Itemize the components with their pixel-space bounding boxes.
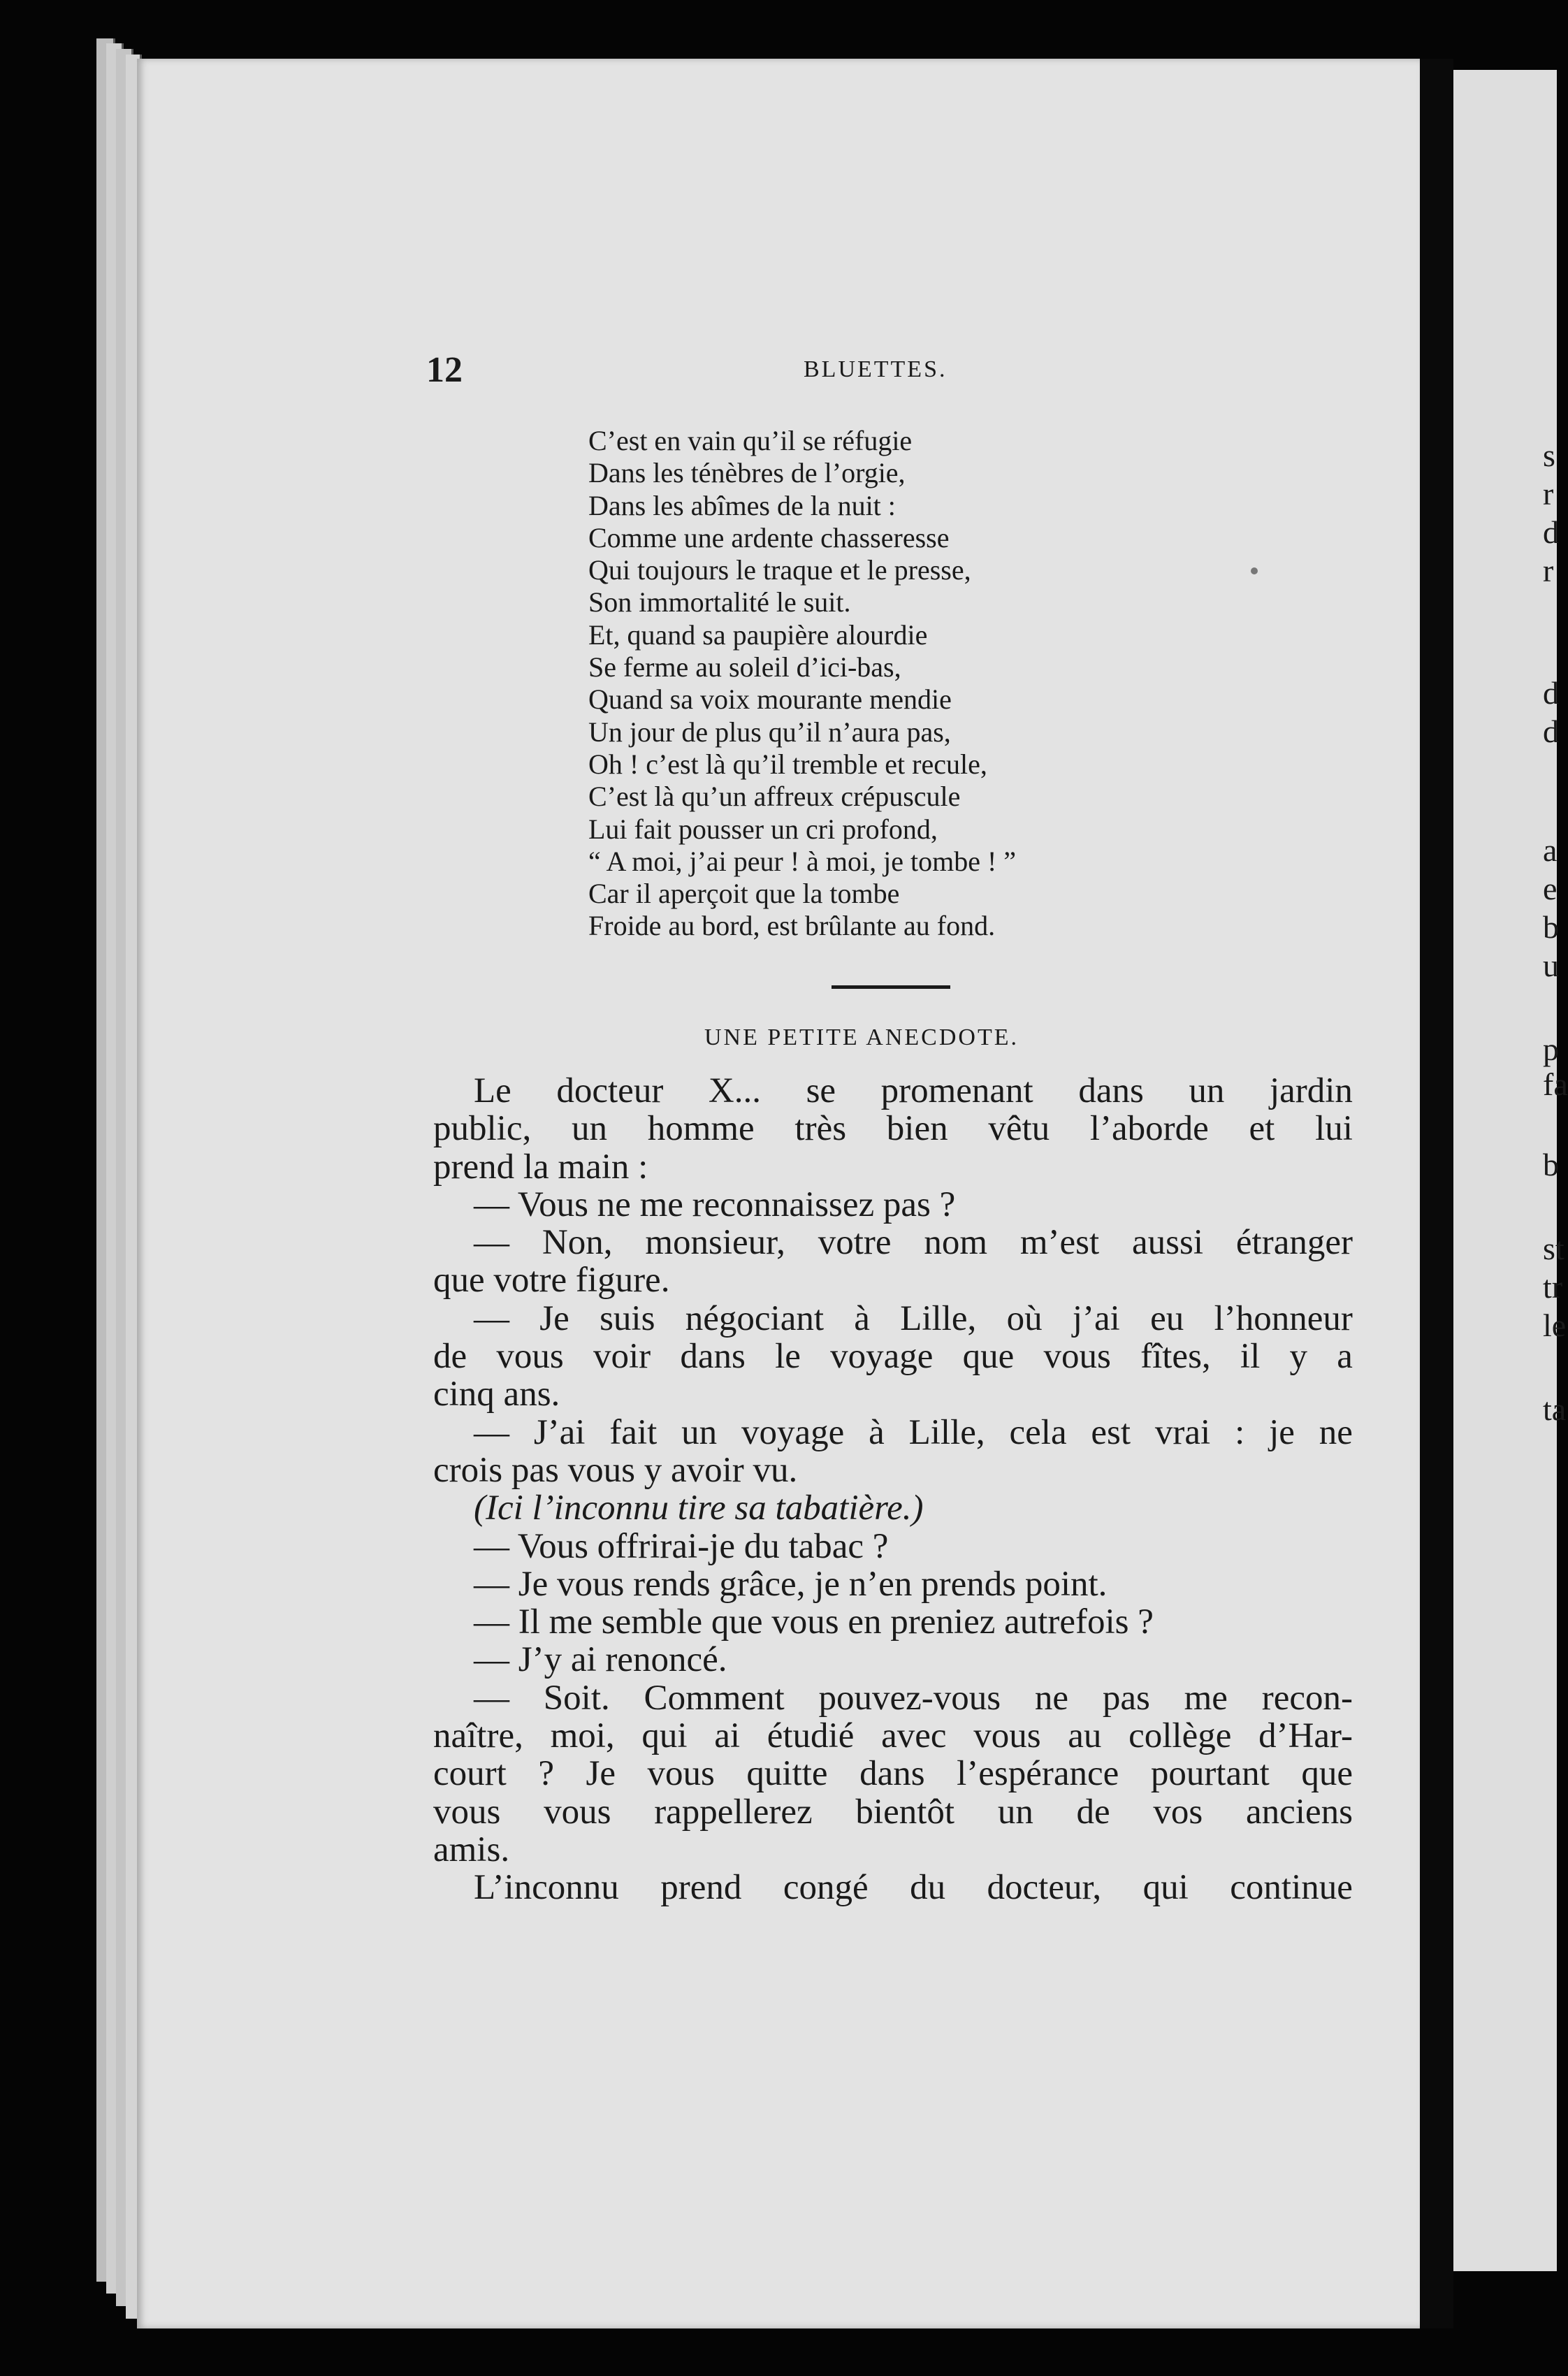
facing-page-fragment: s (1543, 437, 1555, 473)
word: bientôt (855, 1792, 955, 1832)
facing-page-fragment: e (1543, 871, 1558, 906)
poem-line: Se ferme au soleil d’ici-bas, (588, 651, 901, 683)
word: y (1289, 1337, 1307, 1377)
prose-body (433, 1072, 1353, 1907)
poem-line: Dans les ténèbres de l’orgie, (588, 457, 906, 489)
poem-line: Comme une ardente chasseresse (588, 521, 950, 553)
prose-line: (Ici l’inconnu tire sa tabatière.) (474, 1488, 924, 1528)
word: et (1249, 1109, 1275, 1149)
word: l’honneur (1214, 1298, 1353, 1338)
facing-page-fragment: fa (1543, 1066, 1568, 1102)
poem-line: C’est en vain qu’il se réfugie (588, 425, 913, 456)
facing-page (1453, 70, 1557, 2271)
word: voyage (741, 1412, 845, 1452)
prose-line (433, 1793, 1353, 1831)
word: qui (1142, 1868, 1189, 1908)
word: fîtes, (1140, 1337, 1211, 1377)
prose-line (433, 1110, 1353, 1147)
prose-line (433, 1414, 1353, 1451)
poem-line: Son immortalité le suit. (588, 586, 851, 618)
word: qui (641, 1716, 688, 1756)
word: Non, (542, 1223, 613, 1263)
word: Lille, (900, 1298, 977, 1338)
word: moi, (550, 1716, 615, 1756)
word: Comment (644, 1678, 785, 1718)
word: pas (1102, 1678, 1150, 1718)
poem-line: Car il aperçoit que la tombe (588, 878, 900, 910)
word: anciens (1246, 1792, 1353, 1832)
poem (588, 425, 1287, 943)
word: quitte (746, 1754, 828, 1794)
prose-line: crois pas vous y avoir vu. (433, 1450, 798, 1490)
word: il (1240, 1337, 1261, 1377)
section-title: UNE PETITE ANECDOTE. (704, 1024, 1019, 1050)
word: cela (1009, 1412, 1067, 1452)
word: un (681, 1412, 718, 1452)
word: lui (1315, 1109, 1353, 1149)
word: Je (586, 1754, 616, 1794)
word: monsieur, (645, 1223, 785, 1263)
word: suis (600, 1298, 655, 1338)
word: X... (708, 1071, 761, 1110)
word: étranger (1235, 1223, 1353, 1263)
word: dans (859, 1754, 925, 1794)
word: recon- (1261, 1678, 1353, 1718)
word: j’ai (1072, 1298, 1120, 1338)
word: vos (1153, 1792, 1203, 1832)
word: vous (973, 1716, 1041, 1756)
word: vous (433, 1792, 501, 1832)
prose-line (433, 1300, 1353, 1338)
word: vous (544, 1792, 611, 1832)
word: — (474, 1678, 509, 1718)
word: voyage (830, 1337, 934, 1377)
word: est (1091, 1412, 1131, 1452)
prose-line (433, 1717, 1353, 1755)
word: où (1006, 1298, 1043, 1338)
word: congé (783, 1868, 869, 1908)
facing-page-fragment: r (1543, 553, 1554, 588)
book-gutter (1420, 59, 1453, 2328)
word: prend (660, 1868, 742, 1908)
prose-line (433, 1072, 1353, 1110)
word: pourtant (1150, 1754, 1270, 1794)
word: au (1068, 1716, 1102, 1756)
word: dans (1078, 1071, 1144, 1110)
prose-line (433, 1338, 1353, 1375)
facing-page-fragment: st (1543, 1231, 1565, 1266)
word: ? (538, 1754, 554, 1794)
word: me (1184, 1678, 1228, 1718)
poem-line: C’est là qu’un affreux crépuscule (588, 781, 961, 813)
prose-line (433, 1755, 1353, 1792)
word: l’espérance (957, 1754, 1119, 1794)
facing-page-fragment: tr (1543, 1269, 1563, 1305)
facing-page-fragment: b (1543, 1147, 1559, 1182)
prose-line: — Vous ne me reconnaissez pas ? (474, 1185, 956, 1224)
word: dans (680, 1337, 746, 1377)
word: J’ai (533, 1412, 586, 1452)
facing-page-fragment: le (1543, 1307, 1567, 1343)
word: Je (539, 1298, 569, 1338)
poem-line: Et, quand sa paupière alourdie (588, 618, 928, 651)
word: vous (647, 1754, 715, 1794)
word: le (775, 1337, 801, 1377)
word: l’aborde (1089, 1109, 1209, 1149)
word: vrai (1154, 1412, 1211, 1452)
word: aussi (1132, 1223, 1204, 1263)
word: Le (474, 1071, 511, 1110)
facing-page-fragment: b (1543, 909, 1559, 945)
word: du (910, 1868, 946, 1908)
word: rappellerez (654, 1792, 813, 1832)
word: docteur (556, 1071, 664, 1110)
poem-line: “ A moi, j’ai peur ! à moi, je tombe ! ” (588, 845, 1017, 877)
poem-line: Froide au bord, est brûlante au fond. (588, 910, 996, 942)
facing-page-fragment: u (1543, 948, 1559, 983)
word: bien (886, 1109, 948, 1149)
word: que (962, 1337, 1015, 1377)
word: vous (496, 1337, 564, 1377)
prose-line: — J’y ai renoncé. (474, 1640, 727, 1680)
word: eu (1150, 1298, 1184, 1338)
section-divider (832, 985, 950, 989)
facing-page-fragment: a (1543, 832, 1558, 868)
word: de (433, 1337, 467, 1377)
poem-line: Qui toujours le traque et le presse, (588, 554, 971, 586)
word: jardin (1269, 1071, 1353, 1110)
word: se (806, 1071, 836, 1110)
prose-line: prend la main : (433, 1147, 648, 1187)
word: à (854, 1298, 870, 1338)
poem-line: Quand sa voix mourante mendie (588, 683, 952, 716)
word: continue (1230, 1868, 1353, 1908)
word: public, (433, 1109, 532, 1149)
facing-page-fragment: p (1543, 1031, 1559, 1067)
word: — (474, 1298, 509, 1338)
word: ne (1319, 1412, 1353, 1452)
facing-page-fragment: ta (1543, 1391, 1567, 1427)
prose-line (433, 1869, 1353, 1906)
word: docteur, (987, 1868, 1102, 1908)
word: un (571, 1109, 607, 1149)
word: m’est (1019, 1223, 1100, 1263)
prose-line: — Je vous rends grâce, je n’en prends point. (474, 1564, 1108, 1604)
prose-line: — Vous offrirai-je du tabac ? (474, 1526, 889, 1566)
prose-line (433, 1224, 1353, 1261)
word: votre (818, 1223, 892, 1263)
page-number: 12 (426, 350, 463, 390)
prose-line: amis. (433, 1830, 510, 1869)
word: à (869, 1412, 885, 1452)
word: nom (924, 1223, 988, 1263)
facing-page-fragment: d (1543, 713, 1559, 749)
word: promenant (880, 1071, 1033, 1110)
facing-page-fragment: d (1543, 514, 1559, 550)
word: Soit. (543, 1678, 610, 1718)
running-head (426, 349, 1349, 391)
word: avec (881, 1716, 947, 1756)
word: vêtu (988, 1109, 1050, 1149)
word: voir (593, 1337, 651, 1377)
word: de (1076, 1792, 1110, 1832)
word: — (474, 1223, 509, 1263)
prose-line: que votre figure. (433, 1261, 670, 1301)
word: d’Har- (1258, 1716, 1353, 1756)
ink-speck (1251, 567, 1258, 574)
poem-line: Oh ! c’est là qu’il tremble et recule, (588, 748, 987, 780)
word: — (474, 1412, 509, 1452)
word: a (1337, 1337, 1353, 1377)
prose-line: — Il me semble que vous en preniez autrefois ? (474, 1602, 1154, 1642)
word: un (997, 1792, 1033, 1832)
word: je (1269, 1412, 1295, 1452)
word: homme (647, 1109, 755, 1149)
word: ne (1034, 1678, 1069, 1718)
word: vous (1043, 1337, 1111, 1377)
word: fait (609, 1412, 658, 1452)
facing-page-fragment: d (1543, 675, 1559, 711)
word: : (1235, 1412, 1245, 1452)
prose-line: cinq ans. (433, 1375, 560, 1414)
poem-line: Un jour de plus qu’il n’aura pas, (588, 716, 951, 748)
facing-page-fragment: r (1543, 476, 1554, 512)
word: négociant (685, 1298, 824, 1338)
book-title: BLUETTES. (804, 356, 948, 382)
word: naître, (433, 1716, 523, 1756)
poem-line: Dans les abîmes de la nuit : (588, 489, 896, 521)
word: étudié (767, 1716, 855, 1756)
word: ai (714, 1716, 741, 1756)
poem-line: Lui fait pousser un cri profond, (588, 813, 938, 845)
word: court (433, 1754, 507, 1794)
word: L’inconnu (474, 1868, 619, 1908)
prose-line (433, 1679, 1353, 1717)
word: pouvez-vous (818, 1678, 1001, 1718)
word: que (1301, 1754, 1353, 1794)
word: très (794, 1109, 847, 1149)
word: un (1189, 1071, 1225, 1110)
word: Lille, (908, 1412, 985, 1452)
word: collège (1128, 1716, 1232, 1756)
